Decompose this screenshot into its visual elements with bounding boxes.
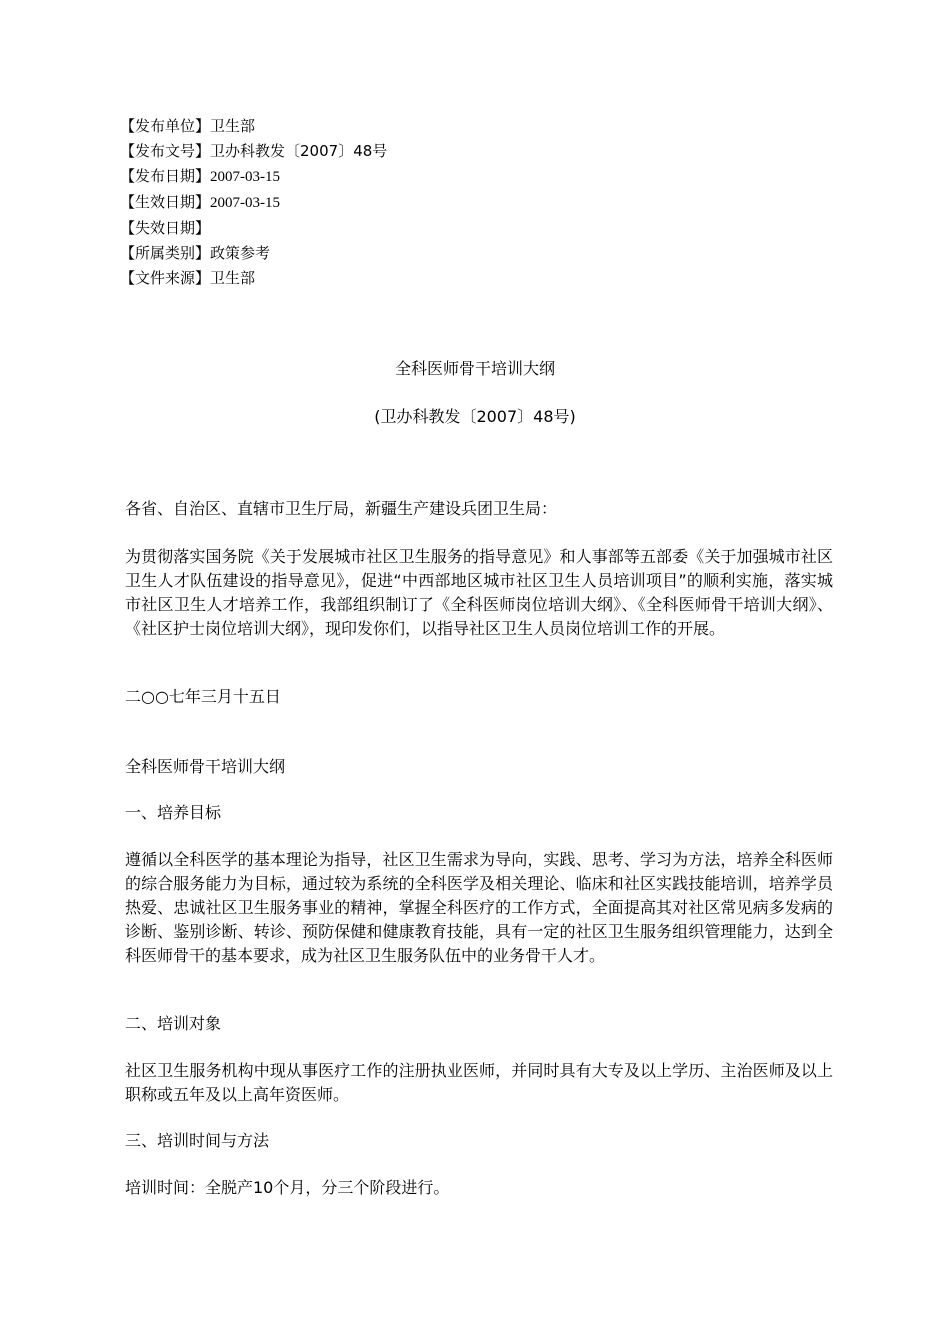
meta-category [120,241,387,266]
meta-source [120,266,387,291]
meta-label: 【失效日期】 [120,219,211,237]
metadata-block [120,114,387,291]
meta-label: 【发布文号】 [120,142,211,160]
meta-label: 【文件来源】 [120,269,211,287]
outline-title: 全科医师骨干培训大纲 [125,757,286,776]
document-subtitle: (卫办科教发〔2007〕48号) [374,407,576,426]
meta-value: 卫生部 [210,117,256,135]
meta-label: 【所属类别】 [120,244,211,262]
meta-issue-date [120,164,387,190]
meta-doc-number [120,139,387,164]
meta-value: 2007-03-15 [210,195,281,211]
section-heading: 一、培养目标 [125,803,222,822]
meta-value: 卫办科教发〔2007〕48号 [210,142,388,160]
section-heading: 三、培训时间与方法 [125,1131,270,1150]
intro-paragraph: 为贯彻落实国务院《关于发展城市社区卫生服务的指导意见》和人事部等五部委《关于加强城市社区卫生人才队伍建设的指导意见》，促进“中西部地区城市社区卫生人员培训项目”的顺利实施，落实城市社区卫生人才培养工作，我部组织制订了《全科医师岗位培训大纲》、《全科医师骨干培训大纲》、《社区护士岗位培训大纲》，现印发你们，以指导社区卫生人员岗位培训工作的开展。 [125,547,833,638]
salutation: 各省、自治区、直辖市卫生厅局，新疆生产建设兵团卫生局： [125,499,558,518]
meta-value: 2007-03-15 [210,169,281,185]
meta-value: 卫生部 [210,269,256,287]
meta-label: 【发布单位】 [120,117,211,135]
section-body: 社区卫生服务机构中现从事医疗工作的注册执业医师，并同时具有大专及以上学历、主治医师及以上职称或五年及以上高年资医师。 [125,1061,833,1104]
meta-expiry-date [120,216,387,241]
meta-label: 【发布日期】 [120,167,211,185]
section-body: 培训时间：全脱产10个月，分三个阶段进行。 [125,1178,450,1197]
meta-effective-date [120,190,387,216]
section-heading: 二、培训对象 [125,1014,222,1033]
section-body: 遵循以全科医学的基本理论为指导，社区卫生需求为导向，实践、思考、学习为方法，培养全科医师的综合服务能力为目标，通过较为系统的全科医学及相关理论、临床和社区实践技能培训，培养学员热爱、忠诚社区卫生服务事业的精神，掌握全科医疗的工作方式，全面提高其对社区常见病多发病的诊断、鉴别诊断、转诊、预防保健和健康教育技能，具有一定的社区卫生服务组织管理能力，达到全科医师骨干的基本要求，成为社区卫生服务队伍中的业务骨干人才。 [125,850,833,965]
meta-issuer [120,114,387,139]
meta-value: 政策参考 [210,244,271,262]
meta-label: 【生效日期】 [120,193,211,211]
document-title: 全科医师骨干培训大纲 [394,359,555,378]
issue-date-text: 二○○七年三月十五日 [125,687,281,706]
